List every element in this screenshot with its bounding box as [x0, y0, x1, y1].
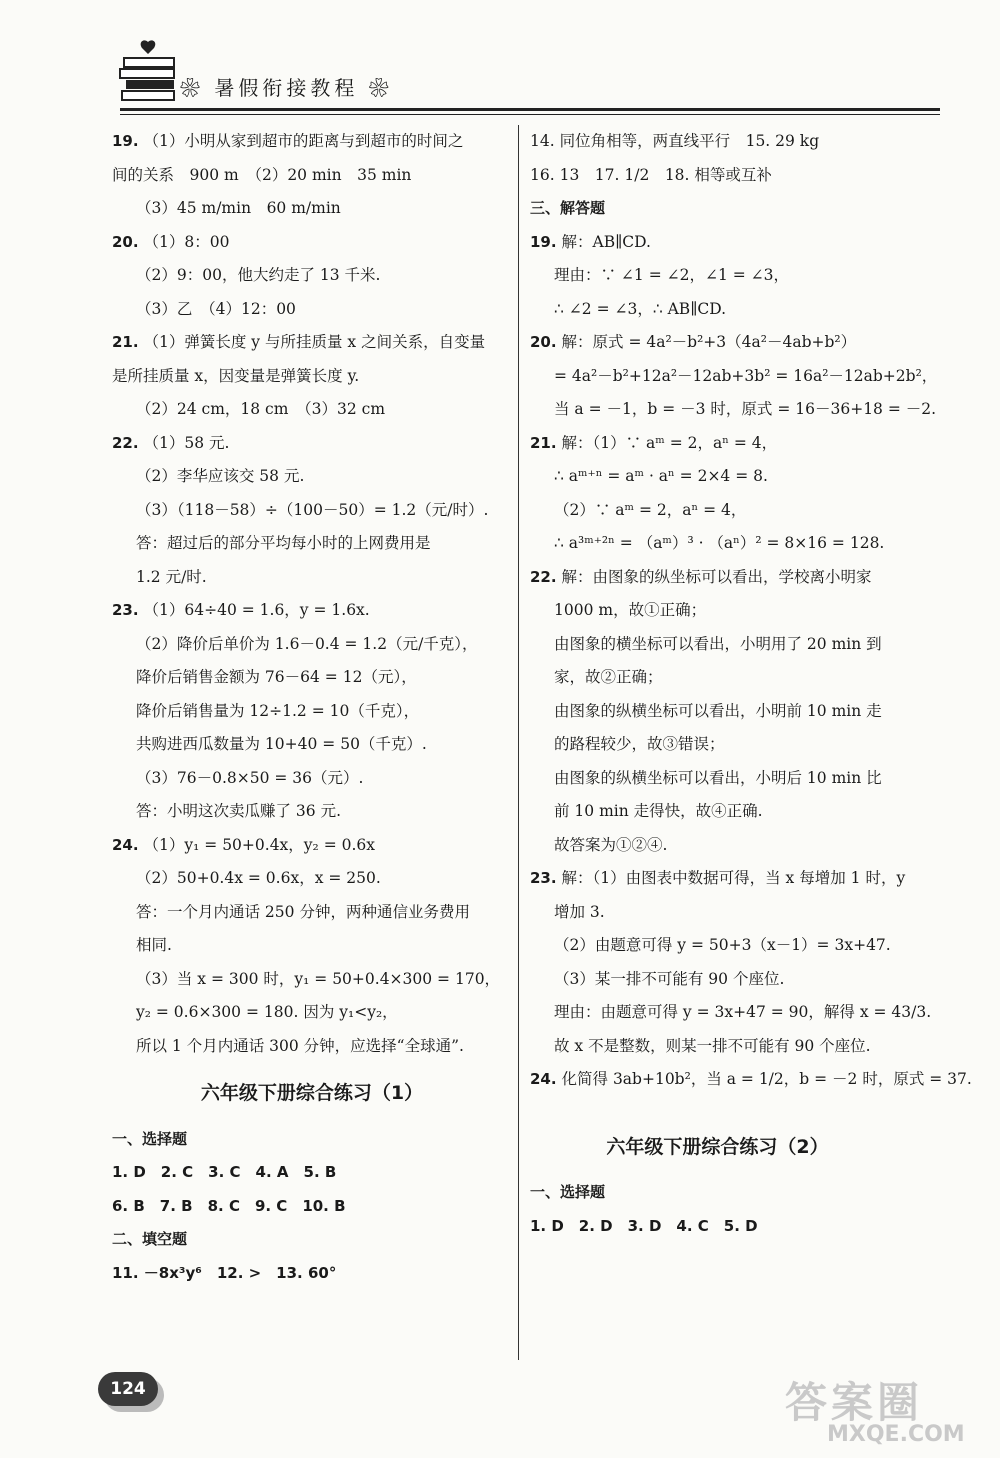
- watermark: [785, 1370, 990, 1452]
- answer-text: 的路程较少，故③错误；: [554, 735, 725, 753]
- question-number: 19.: [530, 232, 557, 251]
- answer-line: [112, 661, 512, 695]
- answer-text: 化简得 3ab+10b²，当 a = 1/2，b = －2 时，原式 = 37.: [561, 1070, 972, 1088]
- answer-text: 前 10 min 走得快，故④正确.: [554, 802, 763, 820]
- header-rule: [120, 114, 940, 115]
- answer-line: [112, 695, 512, 729]
- page-number: 124: [98, 1372, 158, 1406]
- answer-line: [112, 862, 512, 896]
- question-number: 22.: [112, 433, 139, 452]
- answer-line: [530, 326, 905, 360]
- answer-line: [112, 1030, 512, 1064]
- answer-text: 理由：由题意可得 y = 3x+47 = 90，解得 x = 43/3.: [554, 1003, 932, 1021]
- answer-line: [112, 494, 512, 528]
- answer-line: [530, 762, 905, 796]
- answer-text: 相同.: [136, 936, 172, 954]
- question-number: 24.: [112, 835, 139, 854]
- spacer: [530, 1097, 905, 1117]
- header-rule: [120, 108, 940, 111]
- answer-line: [530, 226, 905, 260]
- answer-line: [530, 293, 905, 327]
- header-title-text: 暑假衔接教程: [214, 76, 359, 100]
- answer-text: （3）某一排不可能有 90 个座位.: [554, 969, 785, 988]
- answer-text: （1）弹簧长度 y 与所挂质量 x 之间关系，自变量: [143, 333, 486, 351]
- question-number: 19.: [112, 132, 139, 150]
- answer-text: （1）64÷40 = 1.6，y = 1.6x.: [143, 601, 370, 619]
- answer-text: 答：超过后的部分平均每小时的上网费用是: [136, 534, 431, 552]
- answer-text: 降价后销售金额为 76－64 = 12（元），: [136, 668, 417, 686]
- answer-line: [112, 996, 512, 1030]
- answer-text: （3）乙 （4）12：00: [136, 299, 296, 318]
- answer-line: [530, 795, 905, 829]
- answer-line: [112, 762, 512, 796]
- left-column: [112, 125, 512, 1290]
- answer-line: [112, 360, 512, 394]
- question-number: 23.: [112, 601, 139, 619]
- answer-line: [112, 929, 512, 963]
- answer-line: [112, 628, 512, 662]
- answer-text: 是所挂质量 x，因变量是弹簧长度 y.: [112, 366, 360, 385]
- answer-line: [530, 125, 905, 159]
- answer-text: 当 a = －1，b = －3 时，原式 = 16－36+18 = －2.: [554, 400, 937, 418]
- answer-text: （1）y₁ = 50+0.4x，y₂ = 0.6x: [143, 835, 375, 854]
- answer-line: [112, 125, 512, 159]
- answer-text: 故 x 不是整数，则某一排不可能有 90 个座位.: [554, 1036, 871, 1055]
- question-number: 21.: [530, 433, 557, 452]
- watermark-bottom: MXQE.COM: [827, 1422, 965, 1447]
- answer-line: [112, 527, 512, 561]
- answer-line: [530, 929, 905, 963]
- answer-text: 增加 3.: [554, 902, 605, 921]
- answer-line: 11. －8x³y⁶ 12. > 13. 60°: [112, 1263, 337, 1282]
- page-header: [110, 30, 940, 115]
- answer-text: 所以 1 个月内通话 300 分钟，应选择“全球通”.: [136, 1036, 464, 1055]
- answer-text: （2）24 cm，18 cm （3）32 cm: [136, 400, 386, 418]
- answer-line: [112, 192, 512, 226]
- question-number: 23.: [530, 869, 557, 887]
- answer-text: 家，故②正确；: [554, 668, 663, 686]
- answer-text: 答：小明这次卖瓜赚了 36 元.: [136, 802, 342, 820]
- question-number: 21.: [112, 333, 139, 351]
- books-logo-icon: [118, 38, 178, 108]
- answer-line: [530, 527, 905, 561]
- answer-line: [112, 963, 512, 997]
- answer-line: [530, 259, 905, 293]
- column-divider: [518, 125, 519, 1360]
- section-heading: [530, 192, 905, 226]
- section-title: 六年级下册综合练习（2）: [606, 1135, 829, 1158]
- question-number: 20.: [112, 232, 139, 251]
- answer-line: [530, 728, 905, 762]
- answer-text: 解：（1）∵ aᵐ = 2，aⁿ = 4，: [561, 433, 778, 452]
- answer-text: 解：（1）由图表中数据可得，当 x 每增加 1 时，y: [561, 869, 906, 887]
- section-title: 六年级下册综合练习（1）: [200, 1082, 424, 1104]
- answer-text: 1000 m，故①正确；: [554, 601, 707, 619]
- answer-line: [530, 1030, 905, 1064]
- answer-text: = 4a²－b²+12a²－12ab+3b² = 16a²－12ab+2b²，: [554, 366, 938, 385]
- answer-line: [112, 393, 512, 427]
- answer-line: [112, 259, 512, 293]
- answer-text: 共购进西瓜数量为 10+40 = 50（千克）.: [136, 735, 427, 753]
- answer-line: [530, 896, 905, 930]
- answer-text: 由图象的纵横坐标可以看出，小明后 10 min 比: [554, 768, 882, 787]
- watermark-top: 答案圈: [785, 1378, 924, 1427]
- answer-line: [530, 594, 905, 628]
- answer-line: [530, 862, 905, 896]
- answer-text: （2）李华应该交 58 元.: [136, 467, 305, 485]
- answer-text: 三、解答题: [530, 199, 606, 217]
- answer-line: [112, 159, 512, 193]
- flower-icon: ❀: [180, 76, 204, 100]
- answer-line: 6. B 7. B 8. C 9. C 10. B: [112, 1196, 346, 1215]
- answer-text: ∴ ∠2 = ∠3，∴ AB∥CD.: [554, 299, 727, 318]
- answer-text: 由图象的横坐标可以看出，小明用了 20 min 到: [554, 634, 882, 653]
- answer-line: [112, 460, 512, 494]
- answer-text: ∴ aᵐ⁺ⁿ = aᵐ · aⁿ = 2×4 = 8.: [554, 467, 768, 485]
- answer-text: 降价后销售量为 12÷1.2 = 10（千克），: [136, 701, 420, 720]
- answer-text: （1）58 元.: [143, 433, 230, 452]
- answer-text: （3）76－0.8×50 = 36（元）.: [136, 768, 364, 787]
- right-column: [530, 125, 972, 1243]
- answer-line: [530, 661, 905, 695]
- answer-line: [112, 594, 512, 628]
- question-number: 20.: [530, 333, 557, 351]
- answer-line: [530, 1063, 972, 1097]
- answer-text: y₂ = 0.6×300 = 180. 因为 y₁<y₂，: [136, 1003, 398, 1021]
- header-title: [180, 72, 393, 101]
- answer-text: （2）9：00，他大约走了 13 千米.: [136, 266, 381, 284]
- answer-line: [112, 795, 512, 829]
- answer-text: （3）（118－58）÷（100－50）= 1.2（元/时）.: [136, 500, 489, 519]
- question-number: 24.: [530, 1070, 557, 1088]
- answer-text: 14. 同位角相等，两直线平行 15. 29 kg: [530, 132, 820, 150]
- answer-line: [530, 695, 905, 729]
- answer-line: [530, 427, 905, 461]
- answer-text: ∴ a³ᵐ⁺²ⁿ = （aᵐ）³ · （aⁿ）² = 8×16 = 128.: [554, 534, 885, 552]
- flower-icon: ❀: [368, 76, 393, 100]
- answer-line: [112, 226, 512, 260]
- answer-line: [530, 628, 905, 662]
- answer-line: [530, 996, 932, 1030]
- answer-text: （2）∵ aᵐ = 2，aⁿ = 4，: [554, 500, 747, 519]
- part-heading: 二、填空题: [112, 1230, 188, 1248]
- answer-text: （3）45 m/min 60 m/min: [136, 199, 341, 217]
- answer-text: 故答案为①②④.: [554, 835, 668, 854]
- answer-text: 解：AB∥CD.: [561, 232, 651, 251]
- answer-line: [112, 896, 512, 930]
- answer-line: [112, 829, 512, 863]
- answer-text: （2）由题意可得 y = 50+3（x－1）= 3x+47.: [554, 936, 891, 954]
- answer-line: [530, 360, 938, 394]
- answer-line: [530, 829, 905, 863]
- part-heading: 一、选择题: [530, 1183, 606, 1201]
- answer-line: 1. D 2. D 3. D 4. C 5. D: [530, 1216, 758, 1235]
- answer-text: （3）当 x = 300 时，y₁ = 50+0.4×300 = 170，: [136, 969, 501, 988]
- answer-text: 间的关系 900 m （2）20 min 35 min: [112, 165, 412, 184]
- part-heading: 一、选择题: [112, 1129, 188, 1148]
- answer-line: [530, 963, 905, 997]
- question-number: 22.: [530, 567, 557, 586]
- answer-line: [530, 393, 937, 427]
- answer-text: 答：一个月内通话 250 分钟，两种通信业务费用: [136, 902, 470, 921]
- answer-text: （1）小明从家到超市的距离与到超市的时间之: [143, 132, 464, 150]
- answer-line: 1. D 2. C 3. C 4. A 5. B: [112, 1163, 337, 1181]
- answer-text: 解：由图象的纵坐标可以看出，学校离小明家: [561, 567, 872, 586]
- answer-line: [112, 293, 512, 327]
- answer-line: [112, 326, 512, 360]
- answer-text: 理由：∵ ∠1 = ∠2，∠1 = ∠3，: [554, 266, 790, 284]
- answer-text: 由图象的纵横坐标可以看出，小明前 10 min 走: [554, 701, 882, 720]
- answer-text: （1）8：00: [143, 232, 230, 251]
- answer-line: [112, 728, 512, 762]
- answer-text: （2）降价后单价为 1.6－0.4 = 1.2（元/千克），: [136, 634, 478, 653]
- answer-line: [112, 561, 512, 595]
- answer-text: 解：原式 = 4a²－b²+3（4a²－4ab+b²）: [561, 333, 857, 351]
- answer-text: （2）50+0.4x = 0.6x，x = 250.: [136, 869, 381, 887]
- answer-line: [530, 561, 905, 595]
- answer-line: [530, 460, 905, 494]
- answer-line: [112, 427, 512, 461]
- answer-text: 16. 13 17. 1/2 18. 相等或互补: [530, 165, 772, 184]
- answer-line: [530, 159, 905, 193]
- answer-text: 1.2 元/时.: [136, 567, 207, 586]
- answer-line: [530, 494, 905, 528]
